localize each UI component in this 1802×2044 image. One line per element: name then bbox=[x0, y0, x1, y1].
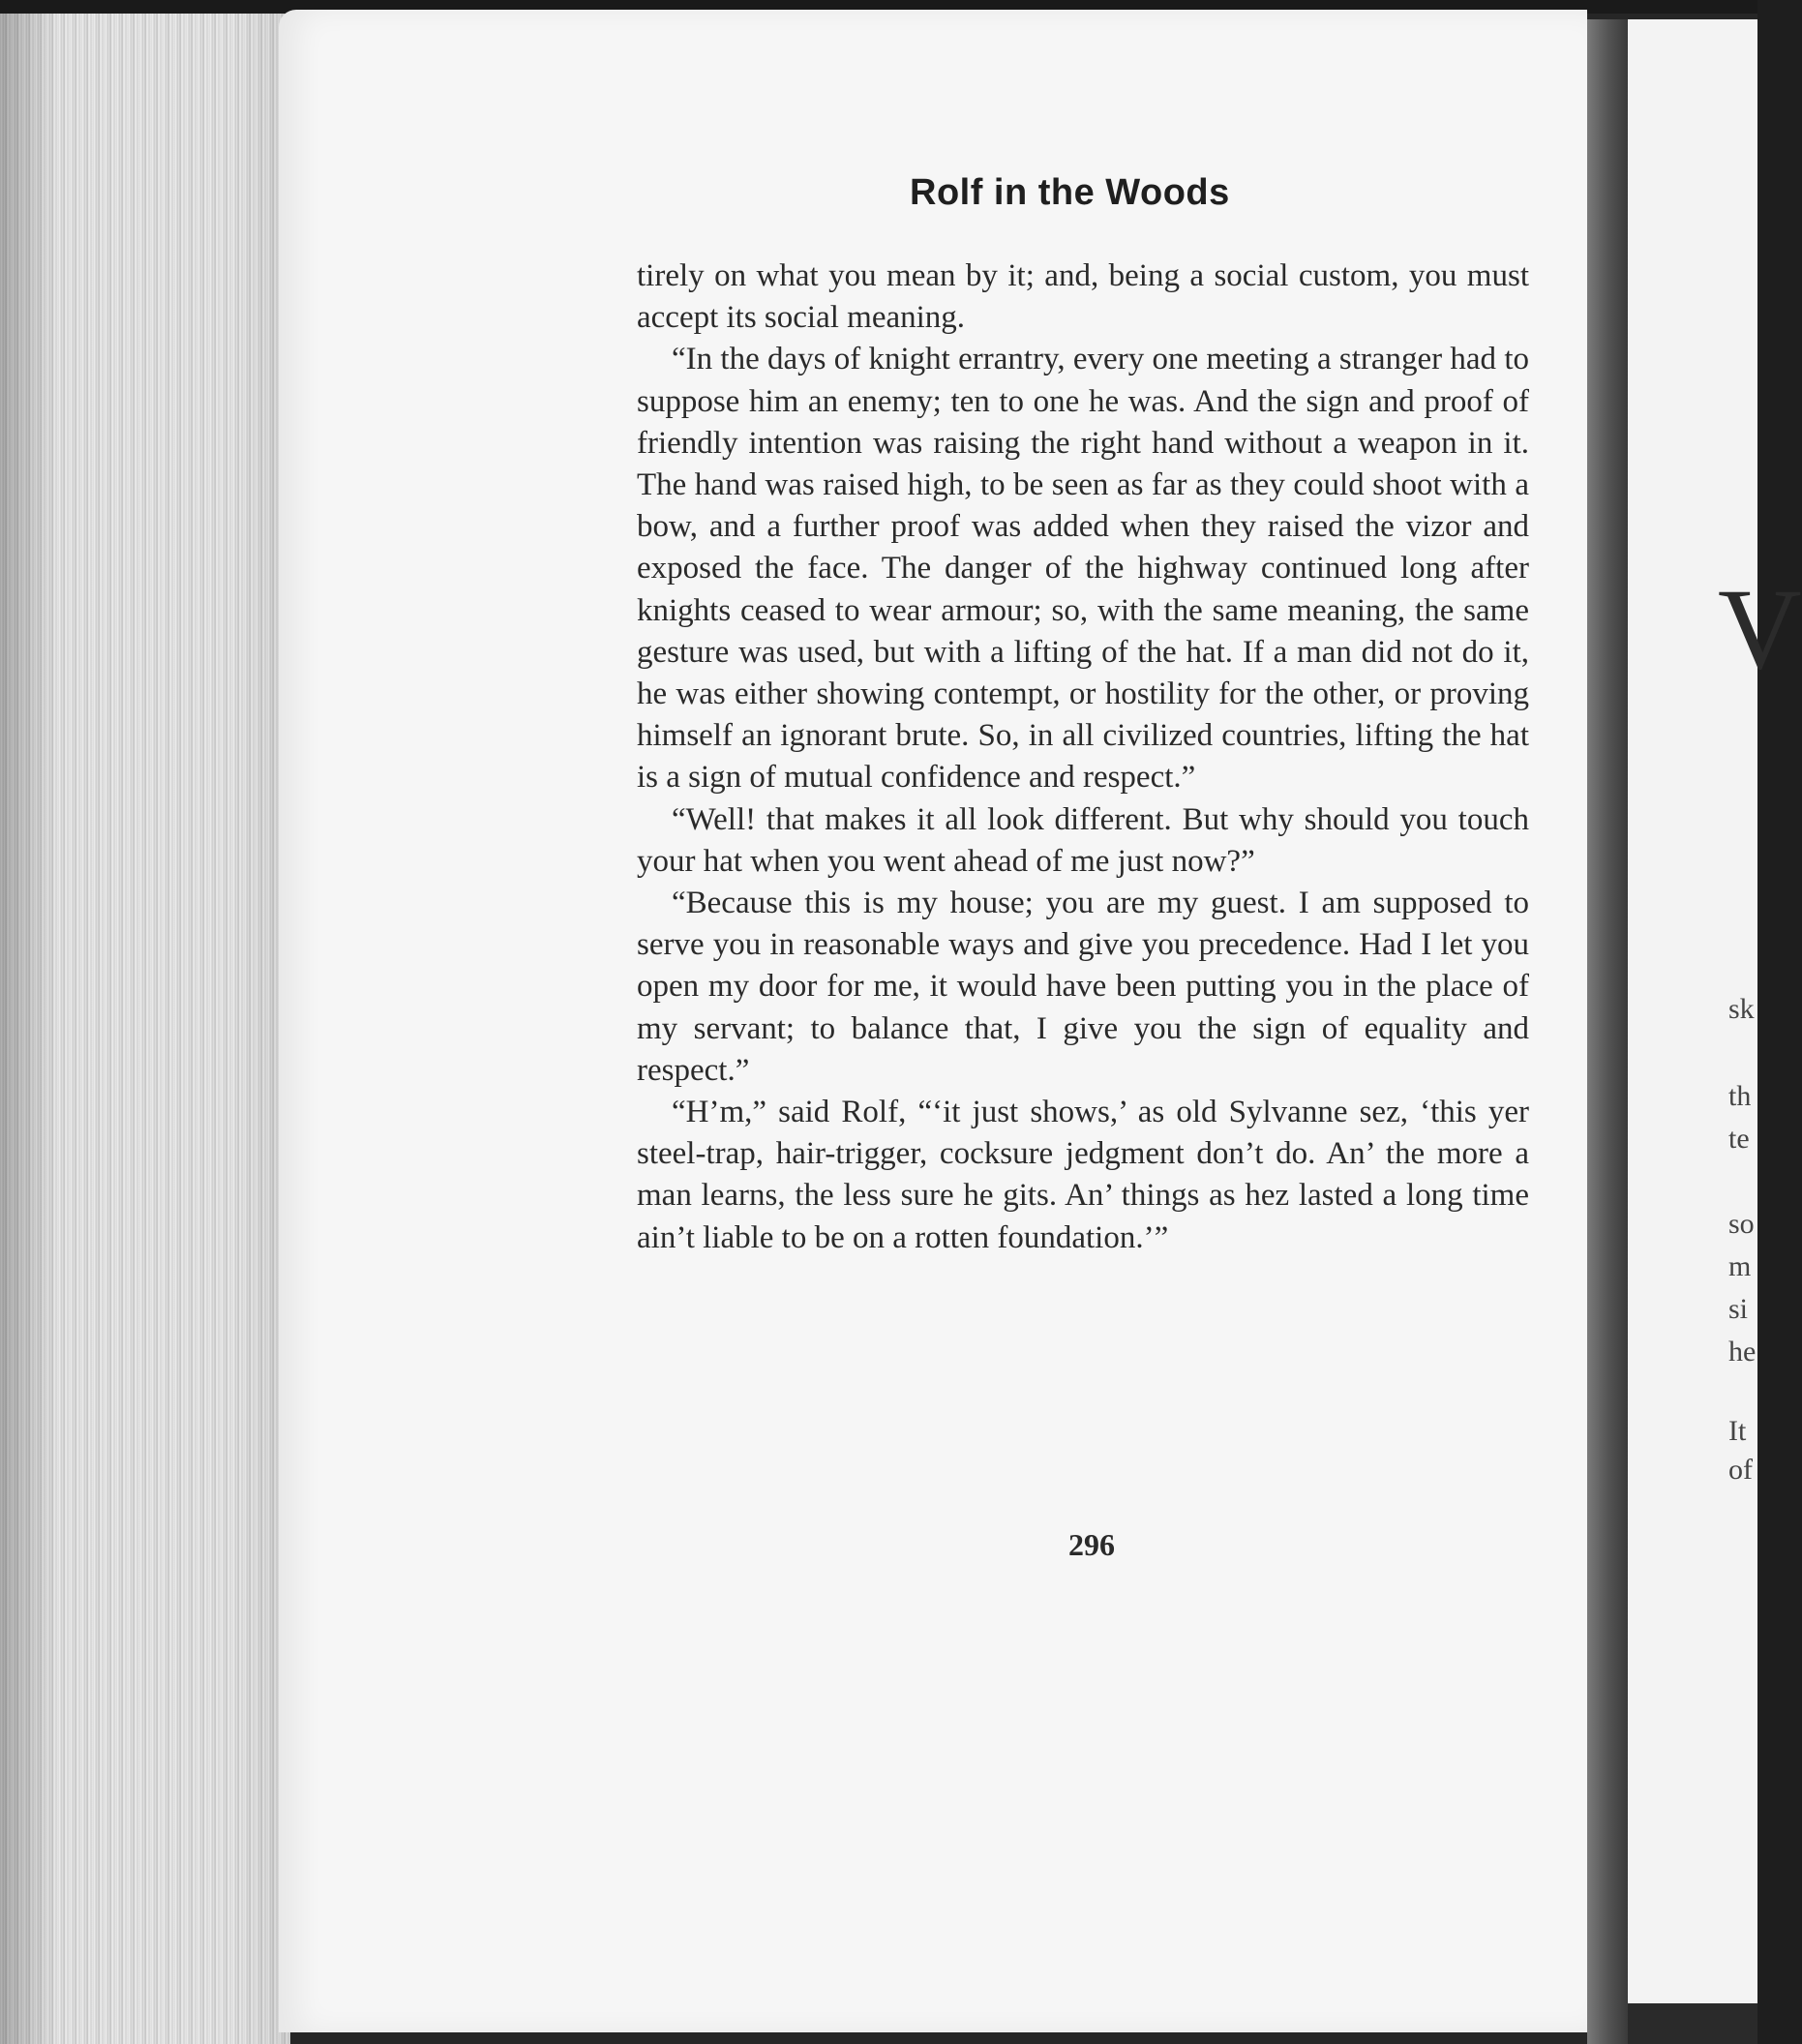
right-page-fragment: te bbox=[1728, 1123, 1750, 1155]
right-page-drop-cap: V bbox=[1718, 564, 1802, 693]
paragraph-1: tirely on what you mean by it; and, being a social custom, you must accept its social meaning. bbox=[637, 258, 1529, 336]
right-page-fragment: m bbox=[1728, 1250, 1752, 1282]
right-page-fragment: of bbox=[1728, 1454, 1753, 1486]
book-page-edges bbox=[0, 14, 290, 2044]
right-page-fragment: he bbox=[1728, 1336, 1757, 1368]
page-number: 296 bbox=[1068, 1527, 1115, 1562]
book-gutter bbox=[1587, 19, 1628, 2044]
right-page-bottom-edge bbox=[1628, 2003, 1757, 2044]
right-page-fragment: si bbox=[1728, 1293, 1749, 1325]
body-text bbox=[637, 256, 1529, 1259]
right-page-fragment: so bbox=[1728, 1208, 1755, 1240]
paragraph-4: “Because this is my house; you are my guest. I am supposed to serve you in reasonable ways and give you precedence. Had I let you open my door for me, it would have been putting you in the place of my servant; to balance that, I give you the sign of equality and respect.” bbox=[637, 886, 1529, 1088]
paragraph-2: “In the days of knight errantry, every one meeting a stranger had to suppose him an enemy; ten to one he was. And the sign and proof of friendly intention was raising the right hand without a weapon in it. The hand was raised high, to be seen as far as they could shoot with a bow, and a further proof was added when they raised the vizor and exposed the face. The danger of the highway continued long after knights ceased to wear armour; so, with the same meaning, the same gesture was used, but with a lifting of the hat. If a man did not do it, he was either showing contempt, or hostility for the other, or proving himself an ignorant brute. So, in all civilized countries, lifting the hat is a sign of mutual confidence and respect.” bbox=[637, 342, 1529, 796]
right-page-fragment: th bbox=[1728, 1080, 1752, 1112]
paragraph-5: “H’m,” said Rolf, “‘it just shows,’ as old Sylvanne sez, ‘this yer steel-trap, hair-trigger, cocksure jedgment don’t do. An’ the more a man learns, the less sure he gits. An’ things as hez lasted a long time ain’t liable to be on a rotten foundation.’” bbox=[637, 1095, 1529, 1255]
running-head: Rolf in the Woods bbox=[910, 172, 1230, 213]
right-page-fragment: sk bbox=[1728, 993, 1755, 1025]
right-page-fragment: It bbox=[1728, 1415, 1747, 1447]
paragraph-3: “Well! that makes it all look different. But why should you touch your hat when you went ahead of me just now?” bbox=[637, 801, 1529, 879]
